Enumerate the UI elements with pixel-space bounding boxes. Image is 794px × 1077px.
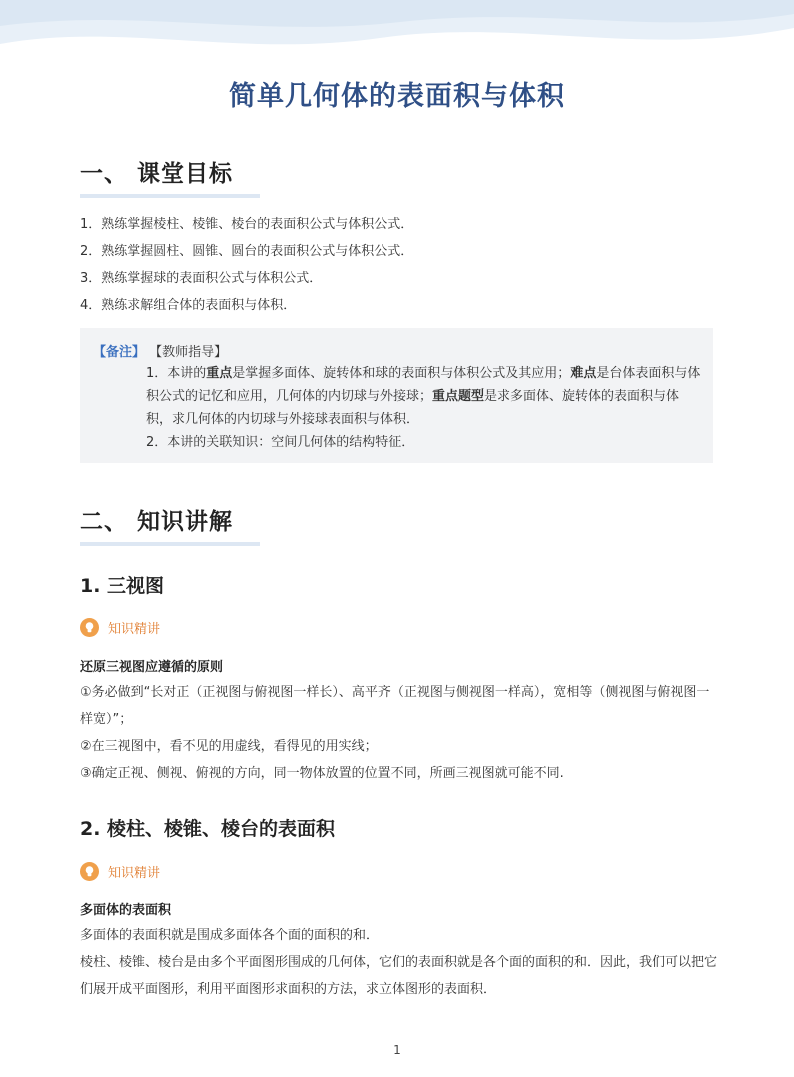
- subsection-title-three-views: 1. 三视图: [80, 575, 165, 597]
- knowledge-badge: [80, 617, 160, 637]
- principle-line: ②在三视图中，看不见的用虚线，看得见的用实线；: [80, 739, 378, 754]
- principle-line: ①务必做到“长对正（正视图与俯视图一样长）、高平齐（正视图与侧视图一样高），宽相等（侧视图与俯视图一样宽）”；: [80, 685, 710, 727]
- knowledge-badge: [80, 861, 160, 881]
- goal-item: 2．熟练掌握圆柱、圆锥、圆台的表面积公式与体积公式．: [80, 244, 414, 259]
- goals-list: [80, 211, 413, 319]
- note-header: [93, 341, 227, 360]
- note-label: 【教师指导】: [149, 345, 228, 360]
- section-heading-goals: 一、 课堂目标: [80, 161, 234, 187]
- note-paragraph-2: 2．本讲的关联知识：空间几何体的结构特征．: [146, 435, 415, 450]
- note-text: 是掌握多面体、旋转体和球的表面积与体积公式及其应用；: [232, 366, 571, 381]
- principle-text: [80, 679, 720, 787]
- note-text: 是台体表面积与体积公式的记忆和应用，几何体的内切球与外接球；: [146, 366, 701, 404]
- badge-label: 知识精讲: [108, 621, 161, 637]
- document-title: 简单几何体的表面积与体积: [229, 81, 565, 112]
- note-body: [146, 362, 701, 454]
- polyhedron-surface-heading: 多面体的表面积: [80, 903, 172, 918]
- goal-item: 3．熟练掌握球的表面积公式与体积公式．: [80, 271, 323, 286]
- principle-heading: 还原三视图应遵循的原则: [80, 660, 224, 675]
- badge-label: 知识精讲: [108, 865, 161, 881]
- note-emphasis: 重点: [206, 366, 233, 381]
- subsection-title-polyhedra-surface: 2. 棱柱、棱锥、棱台的表面积: [80, 818, 336, 840]
- note-emphasis: 重点题型: [432, 389, 485, 404]
- section-heading-knowledge: 二、 知识讲解: [80, 509, 234, 535]
- section-underline: [80, 542, 260, 546]
- note-text: 是求多面体、旋转体的表面积与体积，求几何体的内切球与外接球表面积与体积．: [146, 389, 680, 427]
- lightbulb-icon: [80, 862, 99, 881]
- goal-item: 4．熟练求解组合体的表面积与体积．: [80, 298, 297, 313]
- header-wave-decoration: [0, 0, 794, 70]
- goal-item: 1．熟练掌握棱柱、棱锥、棱台的表面积公式与体积公式．: [80, 217, 414, 232]
- note-tag: 【备注】: [93, 345, 146, 360]
- polyhedron-surface-text: [80, 922, 720, 1003]
- note-emphasis: 难点: [570, 366, 597, 381]
- note-paragraph-1: [146, 362, 701, 431]
- note-text: 1．本讲的: [146, 366, 207, 381]
- teacher-note-box: [80, 328, 713, 463]
- lightbulb-icon: [80, 618, 99, 637]
- section-underline: [80, 194, 260, 198]
- polyhedron-line: 棱柱、棱锥、棱台是由多个平面图形围成的几何体，它们的表面积就是各个面的面积的和．因此，我们可以把它们展开成平面图形，利用平面图形求面积的方法，求立体图形的表面积．: [80, 955, 718, 997]
- principle-line: ③确定正视、侧视、俯视的方向，同一物体放置的位置不同，所画三视图就可能不同.: [80, 766, 564, 781]
- page-number: 1: [393, 1043, 401, 1057]
- polyhedron-line: 多面体的表面积就是围成多面体各个面的面积的和．: [80, 928, 380, 943]
